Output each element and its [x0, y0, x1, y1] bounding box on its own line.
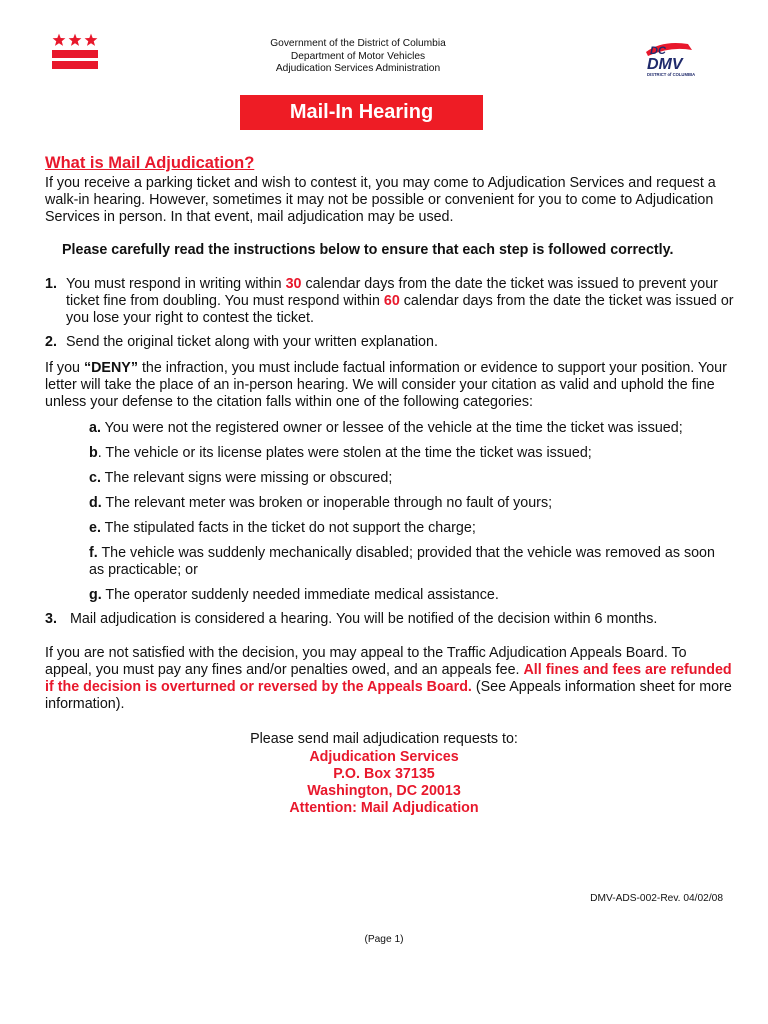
flag-bar	[52, 61, 98, 69]
category-text: . The vehicle or its license plates were stolen at the time the ticket was issued;	[97, 445, 592, 461]
page-title: Mail-In Hearing	[240, 95, 483, 130]
category-text: The operator suddenly needed immediate medical assistance.	[101, 587, 499, 603]
gov-line: Department of Motor Vehicles	[290, 50, 426, 62]
item-send-ticket: Send the original ticket along with your written explanation.	[66, 334, 438, 350]
days-highlight: 30	[285, 276, 302, 292]
item-number: 2.	[45, 334, 57, 350]
item-hearing-notice: Mail adjudication is considered a hearing. You will be notified of the decision within 6 months.	[70, 611, 658, 627]
star-icon	[84, 33, 98, 47]
category-text: The vehicle was suddenly mechanically disabled; provided that the vehicle was removed as soon as practicable; or	[89, 545, 715, 578]
mailing-address	[0, 749, 768, 817]
star-icon	[68, 33, 82, 47]
logo-caption: DISTRICT of COLUMBIA	[647, 72, 696, 77]
category-item	[89, 587, 739, 604]
category-item	[89, 420, 739, 437]
category-letter: a.	[89, 420, 101, 436]
instructions-note: Please carefully read the instructions below to ensure that each step is followed correctly.	[62, 242, 674, 258]
category-text: You were not the registered owner or lessee of the vehicle at the time the ticket was issued;	[100, 420, 683, 436]
appeal-text: If you are not satisfied with the decision, you may appeal to the Traffic Adjudication Appeals Board. To appeal, you must pay any fines and/or penalties owed, and an appeals fee.	[45, 645, 687, 678]
deny-text: If you	[45, 360, 84, 376]
item-text: You must respond in writing within	[66, 276, 286, 292]
category-item	[89, 520, 739, 537]
deny-word: “DENY”	[83, 360, 138, 376]
deny-paragraph	[45, 360, 735, 411]
section-heading: What is Mail Adjudication?	[45, 154, 255, 172]
dc-flag-logo	[52, 33, 98, 69]
appeal-text: (See Appeals information sheet for more information).	[45, 679, 732, 712]
appeal-paragraph	[45, 645, 735, 713]
category-text: The relevant meter was broken or inoperable through no fault of yours;	[101, 495, 553, 511]
government-header	[200, 38, 516, 76]
item-number: 3.	[45, 611, 57, 627]
address-line: Attention: Mail Adjudication	[289, 800, 479, 816]
dmv-logo-icon	[642, 38, 704, 80]
intro-paragraph: If you receive a parking ticket and wish to contest it, you may come to Adjudication Services and request a walk-in hearing. However, sometimes it may not be possible or convenient for you to come to Adjudication Services in person. In that event, mail adjudication may be used.	[45, 175, 716, 225]
category-item	[89, 470, 739, 487]
category-letter: b	[89, 445, 98, 461]
category-text: The relevant signs were missing or obscured;	[100, 470, 393, 486]
page-number: (Page 1)	[364, 934, 404, 945]
dc-dmv-logo	[642, 38, 704, 80]
send-requests-label: Please send mail adjudication requests to:	[250, 731, 518, 747]
refund-notice: All fines and fees are refunded if the decision is overturned or reversed by the Appeals Board.	[45, 662, 732, 695]
days-highlight: 60	[383, 293, 400, 309]
flag-bar	[52, 50, 98, 58]
category-letter: g.	[89, 587, 102, 603]
star-icon	[52, 33, 66, 47]
deny-text: the infraction, you must include factual information or evidence to support your position. Your letter will take the place of an in-person hearing. We will consider your citation as valid and uphold the fine unless your defense to the citation falls within one of the following categories:	[45, 360, 727, 410]
category-letter: e.	[89, 520, 101, 536]
logo-text-main: DMV	[647, 56, 683, 73]
category-text: The stipulated facts in the ticket do not support the charge;	[100, 520, 476, 536]
form-number: DMV-ADS-002-Rev. 04/02/08	[590, 893, 723, 904]
gov-line: Government of the District of Columbia	[270, 38, 446, 49]
item-respond-in-writing	[66, 276, 736, 327]
category-letter: d.	[89, 495, 102, 511]
logo-text-top: DC	[650, 45, 666, 57]
address-line: P.O. Box 37135	[333, 766, 435, 782]
item-number: 1.	[45, 276, 57, 292]
category-letter: f.	[89, 545, 98, 561]
category-letter: c.	[89, 470, 101, 486]
gov-line: Adjudication Services Administration	[275, 63, 441, 74]
item-text: calendar days from the date the ticket was issued to prevent your ticket fine from doubling. You must respond within	[66, 276, 718, 309]
category-item	[89, 495, 739, 512]
item-text: calendar days from the date the ticket was issued or you lose your right to contest the ticket.	[66, 293, 734, 326]
address-line: Washington, DC 20013	[307, 783, 461, 799]
category-item	[89, 545, 729, 579]
address-line: Adjudication Services	[309, 749, 459, 765]
category-item	[89, 445, 739, 462]
